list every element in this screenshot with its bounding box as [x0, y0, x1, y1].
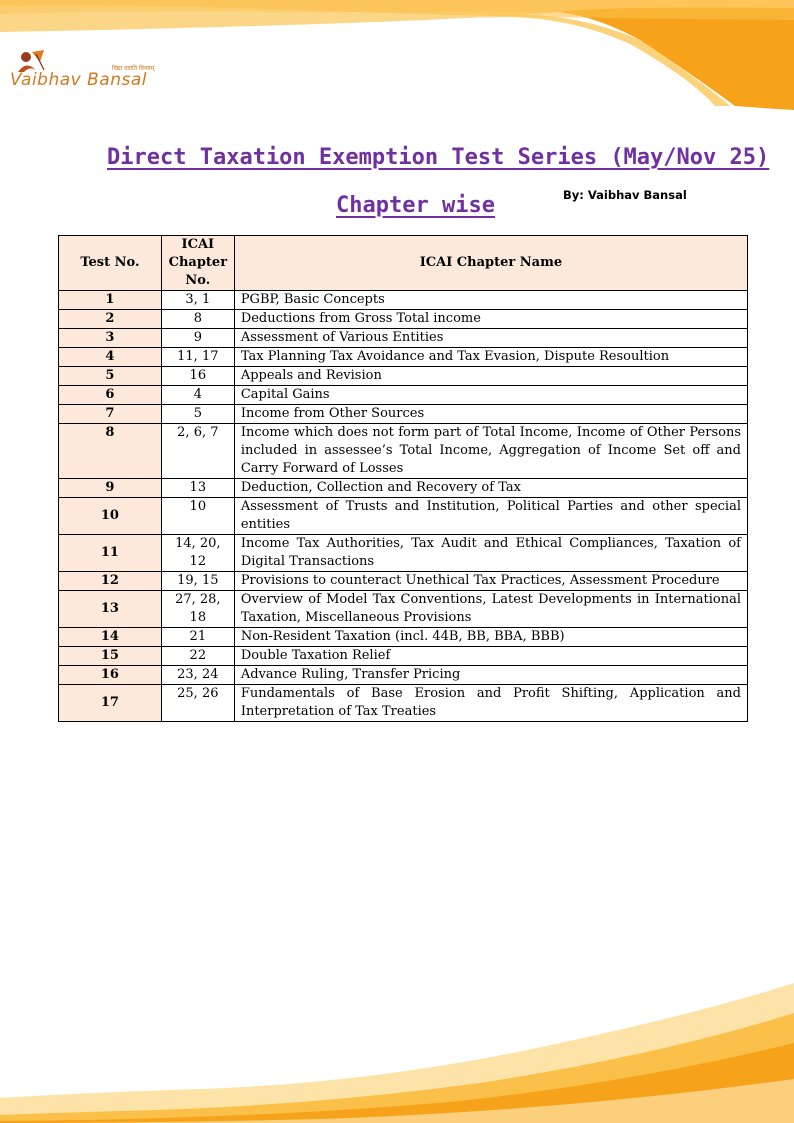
- table-row: [59, 386, 748, 405]
- chapter-number-cell: 19, 15: [161, 572, 234, 591]
- page-title: Direct Taxation Exemption Test Series (May/Nov 25): [107, 145, 770, 170]
- table-row: [59, 405, 748, 424]
- table-row: [59, 479, 748, 498]
- chapter-number-cell: 14, 20, 12: [161, 535, 234, 572]
- page-subtitle: Chapter wise: [336, 193, 495, 218]
- chapter-name-cell: Income Tax Authorities, Tax Audit and Ethical Compliances, Taxation of Digital Transactions: [234, 535, 747, 572]
- chapter-number-cell: 5: [161, 405, 234, 424]
- chapter-table: [58, 235, 748, 722]
- table-row: [59, 310, 748, 329]
- test-number-cell: 10: [59, 498, 162, 535]
- test-number-cell: 16: [59, 666, 162, 685]
- table-row: [59, 535, 748, 572]
- table-row: [59, 291, 748, 310]
- table-row: [59, 572, 748, 591]
- chapter-number-cell: 16: [161, 367, 234, 386]
- test-number-cell: 1: [59, 291, 162, 310]
- table-row: [59, 498, 748, 535]
- table-row: [59, 666, 748, 685]
- chapter-name-cell: Income which does not form part of Total Income, Income of Other Persons included in assessee’s Total Income, Aggregation of Income Set off and Carry Forward of Losses: [234, 424, 747, 479]
- header-test-no: Test No.: [59, 236, 162, 291]
- test-number-cell: 11: [59, 535, 162, 572]
- chapter-name-cell: Advance Ruling, Transfer Pricing: [234, 666, 747, 685]
- table-row: [59, 591, 748, 628]
- test-number-cell: 7: [59, 405, 162, 424]
- test-number-cell: 5: [59, 367, 162, 386]
- chapter-name-cell: Assessment of Trusts and Institution, Political Parties and other special entities: [234, 498, 747, 535]
- chapter-number-cell: 27, 28, 18: [161, 591, 234, 628]
- chapter-name-cell: Assessment of Various Entities: [234, 329, 747, 348]
- chapter-number-cell: 25, 26: [161, 685, 234, 722]
- chapter-number-cell: 10: [161, 498, 234, 535]
- chapter-name-cell: Double Taxation Relief: [234, 647, 747, 666]
- logo-wordmark: Vaibhav Bansal: [10, 70, 147, 90]
- chapter-name-cell: Tax Planning Tax Avoidance and Tax Evasion, Dispute Resoultion: [234, 348, 747, 367]
- chapter-number-cell: 2, 6, 7: [161, 424, 234, 479]
- table-row: [59, 348, 748, 367]
- chapter-number-cell: 13: [161, 479, 234, 498]
- test-number-cell: 17: [59, 685, 162, 722]
- chapter-number-cell: 8: [161, 310, 234, 329]
- chapter-name-cell: Income from Other Sources: [234, 405, 747, 424]
- test-number-cell: 2: [59, 310, 162, 329]
- logo-tagline: विद्या ददाति विनयम्: [112, 65, 155, 72]
- test-number-cell: 3: [59, 329, 162, 348]
- chapter-name-cell: Deduction, Collection and Recovery of Tax: [234, 479, 747, 498]
- chapter-name-cell: Capital Gains: [234, 386, 747, 405]
- table-row: [59, 685, 748, 722]
- chapter-number-cell: 22: [161, 647, 234, 666]
- test-number-cell: 9: [59, 479, 162, 498]
- author-credit: By: Vaibhav Bansal: [563, 188, 687, 202]
- header-chapter-no: ICAI Chapter No.: [161, 236, 234, 291]
- chapter-name-cell: Fundamentals of Base Erosion and Profit Shifting, Application and Interpretation of Tax Treaties: [234, 685, 747, 722]
- chapter-number-cell: 4: [161, 386, 234, 405]
- chapter-number-cell: 11, 17: [161, 348, 234, 367]
- test-number-cell: 15: [59, 647, 162, 666]
- chapter-name-cell: Overview of Model Tax Conventions, Latest Developments in International Taxation, Miscellaneous Provisions: [234, 591, 747, 628]
- chapter-name-cell: PGBP, Basic Concepts: [234, 291, 747, 310]
- brand-logo: [8, 46, 168, 96]
- header-chapter-name: ICAI Chapter Name: [234, 236, 747, 291]
- test-number-cell: 14: [59, 628, 162, 647]
- test-number-cell: 13: [59, 591, 162, 628]
- chapter-number-cell: 21: [161, 628, 234, 647]
- test-number-cell: 4: [59, 348, 162, 367]
- chapter-name-cell: Deductions from Gross Total income: [234, 310, 747, 329]
- test-number-cell: 6: [59, 386, 162, 405]
- chapter-number-cell: 23, 24: [161, 666, 234, 685]
- table-row: [59, 424, 748, 479]
- table-header-row: [59, 236, 748, 291]
- chapter-number-cell: 3, 1: [161, 291, 234, 310]
- chapter-name-cell: Non-Resident Taxation (incl. 44B, BB, BBA, BBB): [234, 628, 747, 647]
- test-number-cell: 8: [59, 424, 162, 479]
- table-row: [59, 628, 748, 647]
- table-row: [59, 329, 748, 348]
- chapter-name-cell: Provisions to counteract Unethical Tax Practices, Assessment Procedure: [234, 572, 747, 591]
- footer-wave-decoration: [0, 983, 794, 1123]
- chapter-name-cell: Appeals and Revision: [234, 367, 747, 386]
- test-number-cell: 12: [59, 572, 162, 591]
- chapter-number-cell: 9: [161, 329, 234, 348]
- table-row: [59, 367, 748, 386]
- table-row: [59, 647, 748, 666]
